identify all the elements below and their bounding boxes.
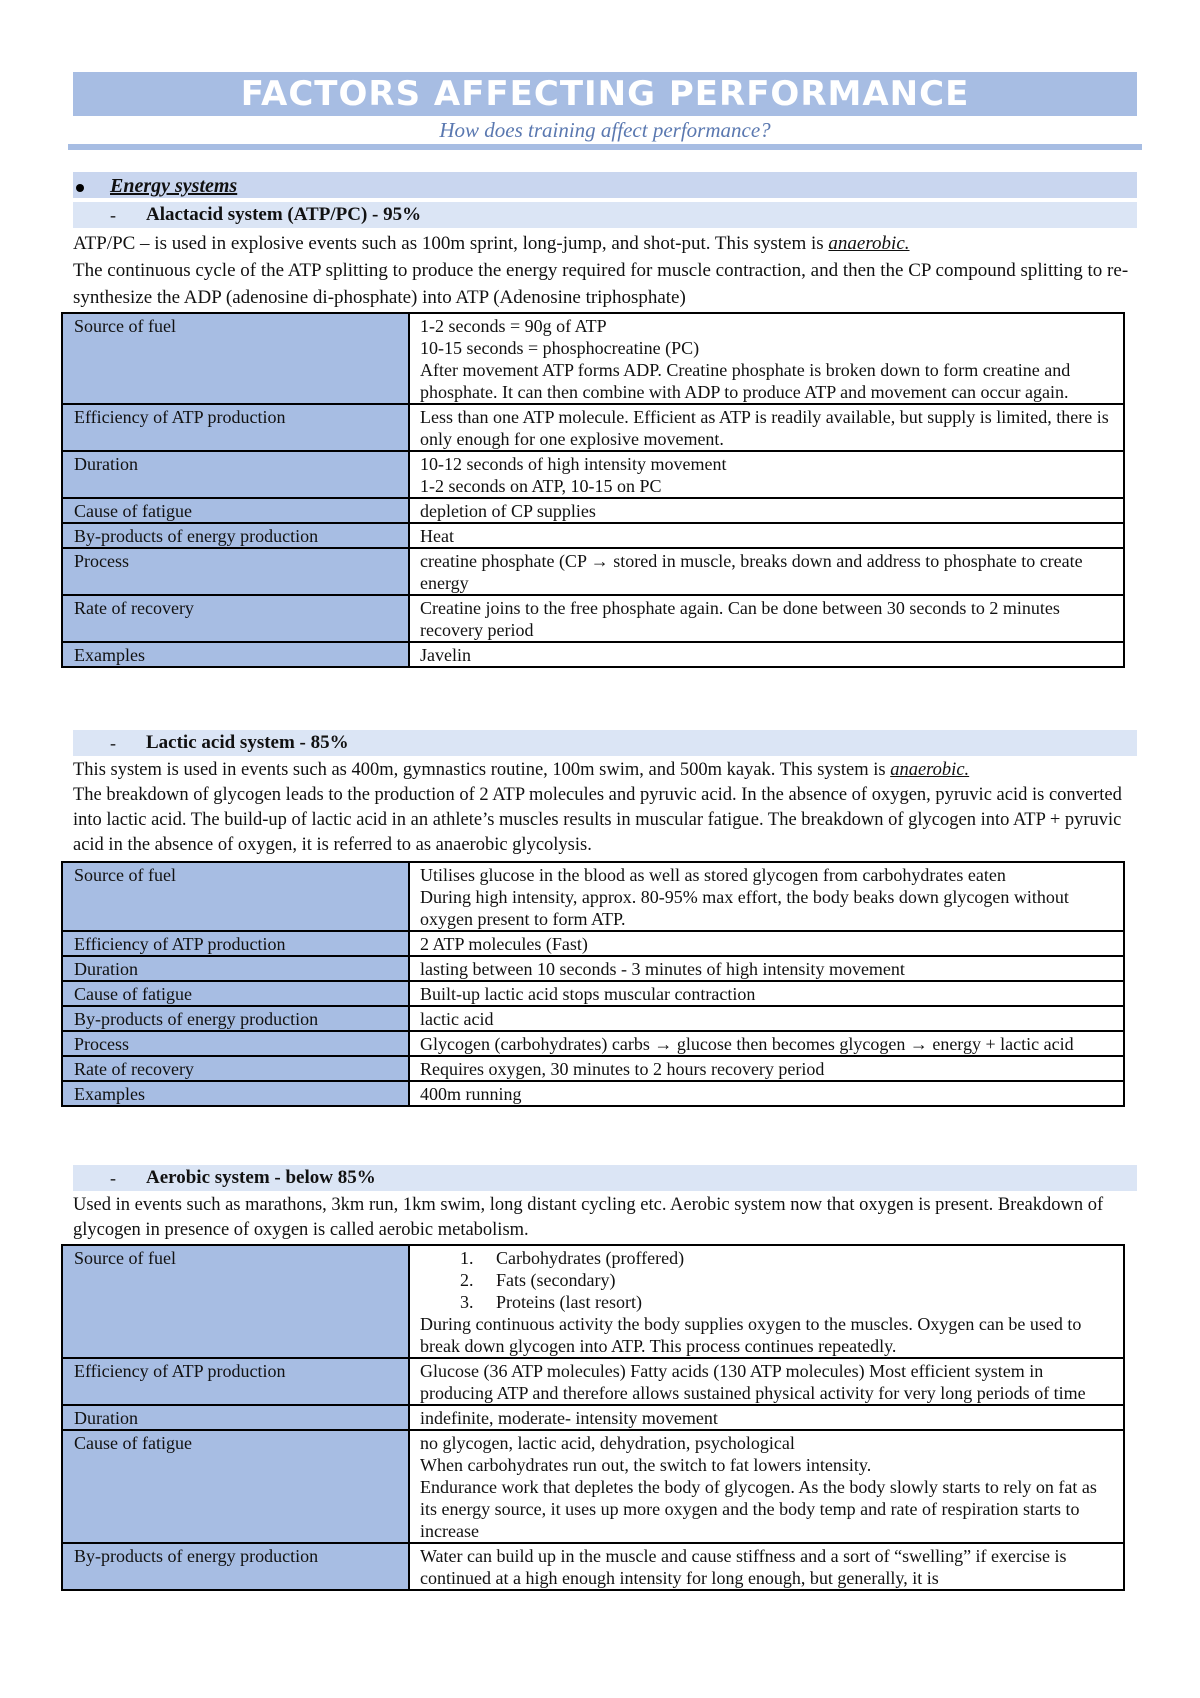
energy-systems-heading: Energy systems: [110, 175, 238, 197]
row-value: lactic acid: [409, 1006, 1124, 1031]
row-label: Examples: [62, 1081, 409, 1106]
table-row: [62, 1006, 1124, 1031]
value-line: When carbohydrates run out, the switch to fat lowers intensity.: [420, 1455, 872, 1475]
row-label: Duration: [62, 956, 409, 981]
table-row: [62, 1405, 1124, 1430]
row-value: 400m running: [409, 1081, 1124, 1106]
row-label: Source of fuel: [62, 862, 409, 931]
table-row: [62, 956, 1124, 981]
row-value: Built-up lactic acid stops muscular contraction: [409, 981, 1124, 1006]
page-title: FACTORS AFFECTING PERFORMANCE: [240, 74, 970, 114]
value-line: Utilises glucose in the blood as well as stored glycogen from carbohydrates eaten: [420, 865, 1006, 885]
aerobic-heading: Aerobic system - below 85%: [146, 1167, 376, 1188]
aerobic-intro: Used in events such as marathons, 3km run, 1km swim, long distant cycling etc. Aerobic system now that oxygen is present. Breakdown of glycogen in presence of oxygen is called aerobic metabolism.: [73, 1195, 1104, 1240]
value-line: Endurance work that depletes the body of glycogen. As the body slowly starts to rely on fat as its energy source, it uses up more oxygen and the body temp and rate of respiration starts to increase: [420, 1477, 1097, 1541]
list-item: [420, 1269, 1113, 1291]
row-value: [409, 1430, 1124, 1543]
row-value: 2 ATP molecules (Fast): [409, 931, 1124, 956]
list-text: Fats (secondary): [496, 1270, 616, 1290]
row-label: Source of fuel: [62, 1245, 409, 1358]
table-row: [62, 404, 1124, 451]
row-label: Cause of fatigue: [62, 498, 409, 523]
row-label: Rate of recovery: [62, 595, 409, 642]
table-row: [62, 548, 1124, 595]
aerobic-table: [61, 1244, 1125, 1591]
table-row: [62, 1245, 1124, 1358]
table-row: [62, 523, 1124, 548]
value-line: no glycogen, lactic acid, dehydration, psychological: [420, 1433, 795, 1453]
row-label: Efficiency of ATP production: [62, 1358, 409, 1405]
bullet-icon: [76, 184, 84, 192]
lactic-intro: [73, 758, 1143, 858]
row-label: Process: [62, 1031, 409, 1056]
row-label: Efficiency of ATP production: [62, 404, 409, 451]
list-number: 2.: [460, 1270, 474, 1290]
table-row: [62, 1543, 1124, 1590]
row-value: [409, 862, 1124, 931]
row-value: Heat: [409, 523, 1124, 548]
table-row: [62, 1081, 1124, 1106]
list-item: [420, 1247, 1113, 1269]
alactacid-heading: Alactacid system (ATP/PC) - 95%: [146, 204, 422, 225]
title-band: [73, 72, 1137, 116]
value-line: 10-15 seconds = phosphocreatine (PC): [420, 338, 700, 358]
alactacid-intro-rest: The continuous cycle of the ATP splitting to produce the energy required for muscle contraction, and then the CP compound splitting to re-synthesize the ADP (adenosine di-phosphate) into ATP (Adenosine triphosphate): [73, 260, 1129, 308]
row-label: By-products of energy production: [62, 523, 409, 548]
value-line: After movement ATP forms ADP. Creatine phosphate is broken down to form creatine and phosphate. It can then combine with ADP to produce ATP and movement can occur again.: [420, 360, 1071, 402]
row-label: Efficiency of ATP production: [62, 931, 409, 956]
list-number: 1.: [460, 1248, 474, 1268]
row-value: Requires oxygen, 30 minutes to 2 hours recovery period: [409, 1056, 1124, 1081]
row-value: Javelin: [409, 642, 1124, 667]
table-row: [62, 1056, 1124, 1081]
table-row: [62, 931, 1124, 956]
dash-bullet: -: [110, 1168, 116, 1188]
alactacid-anaerobic: anaerobic.: [828, 233, 910, 254]
row-value: depletion of CP supplies: [409, 498, 1124, 523]
table-row: [62, 862, 1124, 931]
value-line: During continuous activity the body supplies oxygen to the muscles. Oxygen can be used to break down glycogen into ATP. This process continues repeatedly.: [420, 1314, 1082, 1356]
dash-bullet: -: [110, 205, 116, 225]
row-label: By-products of energy production: [62, 1006, 409, 1031]
alactacid-table: [61, 312, 1125, 668]
row-value: creatine phosphate (CP → stored in muscle, breaks down and address to phosphate to create energy: [409, 548, 1124, 595]
list-item: [420, 1291, 1113, 1313]
row-label: Duration: [62, 1405, 409, 1430]
dash-bullet: -: [110, 733, 116, 753]
lactic-heading: Lactic acid system - 85%: [146, 732, 349, 753]
row-label: Rate of recovery: [62, 1056, 409, 1081]
list-text: Proteins (last resort): [496, 1292, 642, 1312]
table-row: [62, 642, 1124, 667]
row-value: [409, 1245, 1124, 1358]
table-row: [62, 1031, 1124, 1056]
lactic-anaerobic: anaerobic.: [890, 760, 970, 780]
row-value: [409, 451, 1124, 498]
alactacid-intro: [73, 230, 1143, 311]
row-value: lasting between 10 seconds - 3 minutes of high intensity movement: [409, 956, 1124, 981]
row-label: Process: [62, 548, 409, 595]
row-value: Less than one ATP molecule. Efficient as ATP is readily available, but supply is limited, there is only enough for one explosive movement.: [409, 404, 1124, 451]
table-row: [62, 595, 1124, 642]
row-label: Source of fuel: [62, 313, 409, 404]
list-text: Carbohydrates (proffered): [496, 1248, 685, 1268]
value-line: During high intensity, approx. 80-95% max effort, the body beaks down glycogen without oxygen present to form ATP.: [420, 887, 1069, 929]
value-line: 1-2 seconds on ATP, 10-15 on PC: [420, 476, 662, 496]
value-line: 10-12 seconds of high intensity movement: [420, 454, 727, 474]
row-label: Duration: [62, 451, 409, 498]
alactacid-intro-prefix: ATP/PC – is used in explosive events such as 100m sprint, long-jump, and shot-put. This system is: [73, 233, 824, 254]
row-value: indefinite, moderate- intensity movement: [409, 1405, 1124, 1430]
table-row: [62, 451, 1124, 498]
row-label: Examples: [62, 642, 409, 667]
lactic-table: [61, 861, 1125, 1107]
title-rule: [68, 144, 1142, 150]
lactic-intro-prefix: This system is used in events such as 400m, gymnastics routine, 100m swim, and 500m kayak. This system is: [73, 760, 886, 780]
value-line: 1-2 seconds = 90g of ATP: [420, 316, 607, 336]
row-value: Creatine joins to the free phosphate again. Can be done between 30 seconds to 2 minutes recovery period: [409, 595, 1124, 642]
table-row: [62, 1358, 1124, 1405]
list-number: 3.: [460, 1292, 474, 1312]
row-label: Cause of fatigue: [62, 981, 409, 1006]
row-value: [409, 313, 1124, 404]
table-row: [62, 313, 1124, 404]
table-row: [62, 1430, 1124, 1543]
page-subtitle: How does training affect performance?: [439, 118, 771, 142]
row-value: Glucose (36 ATP molecules) Fatty acids (130 ATP molecules) Most efficient system in producing ATP and therefore allows sustained physical activity for very long periods of time: [409, 1358, 1124, 1405]
lactic-intro-rest: The breakdown of glycogen leads to the production of 2 ATP molecules and pyruvic acid. In the absence of oxygen, pyruvic acid is converted into lactic acid. The build-up of lactic acid in an athlete’s muscles results in muscular fatigue. The breakdown of glycogen into ATP + pyruvic acid in the absence of oxygen, it is referred to as anaerobic glycolysis.: [73, 785, 1122, 855]
table-row: [62, 981, 1124, 1006]
row-label: By-products of energy production: [62, 1543, 409, 1590]
row-value: Water can build up in the muscle and cause stiffness and a sort of “swelling” if exercise is continued at a high enough intensity for long enough, but generally, it is: [409, 1543, 1124, 1590]
row-value: Glycogen (carbohydrates) carbs → glucose then becomes glycogen → energy + lactic acid: [409, 1031, 1124, 1056]
table-row: [62, 498, 1124, 523]
row-label: Cause of fatigue: [62, 1430, 409, 1543]
